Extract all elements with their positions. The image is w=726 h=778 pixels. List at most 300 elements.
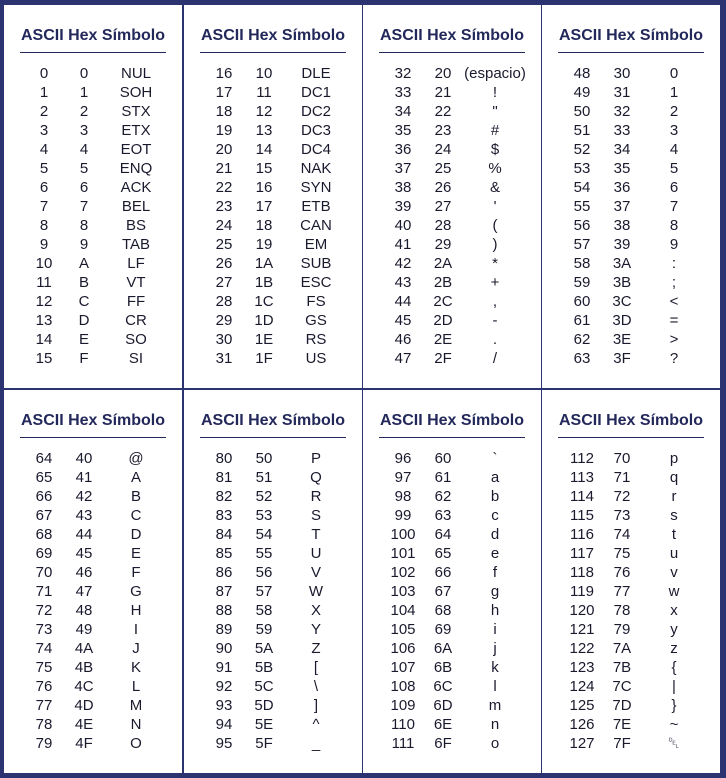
ascii-decimal-cell: 107	[390, 659, 416, 676]
hex-cell: B	[78, 274, 89, 291]
hex-cell: D	[78, 312, 90, 329]
ascii-decimal-cell: 34	[394, 103, 412, 120]
symbol-cell: j	[493, 640, 497, 657]
ascii-decimal-cell: 39	[394, 198, 412, 215]
symbol-cell: 3	[669, 122, 679, 139]
table-row	[184, 217, 362, 236]
panel-header: ASCII Hex Símbolo	[200, 27, 346, 44]
hex-cell: 6	[79, 179, 89, 196]
table-row	[4, 350, 182, 369]
table-row	[363, 640, 541, 659]
hex-cell: 7F	[613, 735, 631, 752]
table-row	[4, 141, 182, 160]
symbol-cell: /	[492, 350, 498, 367]
hex-cell: 77	[613, 583, 631, 600]
hex-cell: 63	[434, 507, 452, 524]
table-row	[4, 735, 182, 754]
ascii-decimal-cell: 112	[570, 450, 594, 467]
ascii-decimal-cell: 7	[39, 198, 49, 215]
rows	[4, 450, 182, 754]
hex-cell: 60	[434, 450, 452, 467]
ascii-decimal-cell: 122	[569, 640, 595, 657]
ascii-decimal-cell: 49	[573, 84, 591, 101]
symbol-cell: @	[128, 450, 144, 467]
table-row	[4, 621, 182, 640]
symbol-cell: ^	[312, 716, 320, 733]
hex-cell: 5B	[254, 659, 274, 676]
ascii-decimal-cell: 84	[215, 526, 233, 543]
hex-cell: 41	[75, 469, 93, 486]
symbol-cell: Y	[310, 621, 321, 638]
symbol-cell: FS	[306, 293, 326, 310]
ascii-decimal-cell: 21	[215, 160, 233, 177]
table-row	[184, 507, 362, 526]
table-row	[184, 274, 362, 293]
table-row	[4, 236, 182, 255]
symbol-cell: NAK	[300, 160, 332, 177]
hex-cell: 50	[255, 450, 273, 467]
symbol-cell: _	[311, 735, 321, 752]
hex-cell: 26	[434, 179, 452, 196]
table-row	[542, 488, 720, 507]
hex-cell: 67	[434, 583, 452, 600]
table-row	[4, 255, 182, 274]
symbol-cell: EOT	[120, 141, 152, 158]
symbol-cell: z	[670, 640, 678, 657]
ascii-decimal-cell: 50	[573, 103, 591, 120]
ascii-decimal-cell: 85	[215, 545, 233, 562]
hex-cell: C	[78, 293, 90, 310]
table-row	[363, 526, 541, 545]
panel-header: ASCII Hex Símbolo	[379, 27, 525, 44]
symbol-cell: DC4	[300, 141, 331, 158]
table-row	[542, 564, 720, 583]
ascii-decimal-cell: 120	[569, 602, 595, 619]
table-row	[363, 217, 541, 236]
hex-cell: 4A	[74, 640, 94, 657]
symbol-cell: BEL	[121, 198, 151, 215]
table-row	[184, 293, 362, 312]
symbol-cell: N	[130, 716, 142, 733]
ascii-decimal-cell: 92	[215, 678, 233, 695]
symbol-cell: SI	[128, 350, 144, 367]
symbol-cell: U	[310, 545, 322, 562]
hex-cell: 37	[613, 198, 631, 215]
panel-5	[184, 390, 362, 773]
symbol-cell: DC3	[300, 122, 331, 139]
table-row	[542, 469, 720, 488]
table-row	[542, 507, 720, 526]
symbol-cell: V	[310, 564, 321, 581]
symbol-cell: D	[130, 526, 142, 543]
table-row	[184, 331, 362, 350]
symbol-cell: SOH	[119, 84, 153, 101]
ascii-table-sheet	[4, 5, 720, 773]
table-row	[4, 469, 182, 488]
hex-cell: 75	[613, 545, 631, 562]
ascii-decimal-cell: 59	[573, 274, 591, 291]
symbol-cell: H	[130, 602, 142, 619]
hex-cell: 3	[79, 122, 89, 139]
symbol-cell: a	[490, 469, 500, 486]
hex-cell: 4F	[75, 735, 93, 752]
table-row	[363, 583, 541, 602]
table-row	[4, 659, 182, 678]
symbol-cell: W	[308, 583, 324, 600]
ascii-decimal-cell: 98	[394, 488, 412, 505]
panel-3	[542, 5, 720, 388]
ascii-decimal-cell: 101	[390, 545, 416, 562]
ascii-decimal-cell: 105	[390, 621, 416, 638]
ascii-decimal-cell: 70	[35, 564, 53, 581]
hex-cell: 2F	[434, 350, 452, 367]
hex-cell: 5C	[254, 678, 274, 695]
hex-cell: 29	[434, 236, 452, 253]
hex-cell: 4	[79, 141, 89, 158]
symbol-cell: w	[668, 583, 680, 600]
hex-cell: 3C	[612, 293, 632, 310]
ascii-decimal-cell: 37	[394, 160, 412, 177]
hex-cell: 2B	[433, 274, 453, 291]
ascii-decimal-cell: 89	[215, 621, 233, 638]
ascii-decimal-cell: 121	[569, 621, 595, 638]
symbol-cell: v	[670, 564, 678, 581]
rows	[542, 450, 720, 754]
symbol-cell: ESC	[300, 274, 332, 291]
symbol-cell: "	[492, 103, 498, 120]
hex-cell: 73	[613, 507, 631, 524]
hex-cell: 31	[613, 84, 631, 101]
table-row	[184, 236, 362, 255]
hex-cell: 14	[255, 141, 273, 158]
header-divider	[20, 437, 166, 438]
header-divider	[379, 52, 525, 53]
symbol-cell: R	[310, 488, 322, 505]
hex-cell: 40	[75, 450, 93, 467]
rows	[4, 65, 182, 369]
table-row	[542, 217, 720, 236]
ascii-decimal-cell: 27	[215, 274, 233, 291]
ascii-decimal-cell: 43	[394, 274, 412, 291]
hex-cell: 45	[75, 545, 93, 562]
table-row	[363, 255, 541, 274]
hex-cell: 59	[255, 621, 273, 638]
symbol-cell: CAN	[300, 217, 332, 234]
ascii-decimal-cell: 61	[573, 312, 591, 329]
ascii-decimal-cell: 51	[573, 122, 591, 139]
table-row	[542, 350, 720, 369]
hex-cell: 3B	[612, 274, 632, 291]
hex-cell: 54	[255, 526, 273, 543]
hex-cell: 47	[75, 583, 93, 600]
table-row	[363, 488, 541, 507]
ascii-decimal-cell: 48	[573, 65, 591, 82]
hex-cell: 35	[613, 160, 631, 177]
symbol-cell: `	[492, 450, 498, 467]
hex-cell: 78	[613, 602, 631, 619]
hex-cell: 34	[613, 141, 631, 158]
table-row	[363, 716, 541, 735]
symbol-cell: ACK	[120, 179, 152, 196]
hex-cell: F	[79, 350, 89, 367]
table-row	[542, 716, 720, 735]
ascii-decimal-cell: 88	[215, 602, 233, 619]
table-row	[542, 198, 720, 217]
hex-cell: 32	[613, 103, 631, 120]
ascii-decimal-cell: 40	[394, 217, 412, 234]
ascii-decimal-cell: 80	[215, 450, 233, 467]
hex-cell: 5	[79, 160, 89, 177]
ascii-decimal-cell: 124	[569, 678, 595, 695]
hex-cell: 62	[434, 488, 452, 505]
symbol-cell: {	[671, 659, 677, 676]
ascii-decimal-cell: 33	[394, 84, 412, 101]
table-row	[184, 450, 362, 469]
hex-cell: 4E	[74, 716, 94, 733]
hex-cell: 49	[75, 621, 93, 638]
table-row	[363, 65, 541, 84]
panel-header: ASCII Hex Símbolo	[200, 412, 346, 429]
ascii-decimal-cell: 97	[394, 469, 412, 486]
symbol-cell: y	[670, 621, 678, 638]
ascii-decimal-cell: 47	[394, 350, 412, 367]
ascii-decimal-cell: 125	[569, 697, 595, 714]
table-row	[363, 274, 541, 293]
table-row	[363, 236, 541, 255]
symbol-cell: ]	[313, 697, 319, 714]
table-row	[542, 735, 720, 754]
hex-cell: 24	[434, 141, 452, 158]
ascii-decimal-cell: 94	[215, 716, 233, 733]
ascii-decimal-cell: 14	[35, 331, 53, 348]
ascii-decimal-cell: 76	[35, 678, 53, 695]
hex-cell: 52	[255, 488, 273, 505]
table-row	[184, 526, 362, 545]
symbol-cell: (espacio)	[464, 65, 526, 82]
symbol-cell: ;	[671, 274, 677, 291]
ascii-decimal-cell: 102	[390, 564, 416, 581]
symbol-cell: P	[310, 450, 321, 467]
ascii-decimal-cell: 57	[573, 236, 591, 253]
ascii-decimal-cell: 55	[573, 198, 591, 215]
table-row	[184, 697, 362, 716]
symbol-cell: VT	[126, 274, 146, 291]
symbol-cell: +	[490, 274, 500, 291]
table-row	[542, 179, 720, 198]
symbol-cell: b	[490, 488, 500, 505]
header-divider	[558, 52, 704, 53]
hex-cell: 46	[75, 564, 93, 581]
symbol-cell: O	[130, 735, 142, 752]
table-row	[542, 450, 720, 469]
hex-cell: 1C	[254, 293, 274, 310]
table-row	[363, 122, 541, 141]
ascii-decimal-cell: 17	[215, 84, 233, 101]
ascii-decimal-cell: 6	[39, 179, 49, 196]
hex-cell: 11	[256, 84, 272, 101]
panel-1	[184, 5, 362, 388]
table-row	[363, 141, 541, 160]
table-row	[4, 312, 182, 331]
ascii-decimal-cell: 100	[390, 526, 416, 543]
symbol-cell: DC1	[300, 84, 331, 101]
table-row	[184, 564, 362, 583]
hex-cell: 76	[613, 564, 631, 581]
hex-cell: 12	[255, 103, 273, 120]
symbol-cell: X	[310, 602, 321, 619]
table-row	[4, 103, 182, 122]
panel-header: ASCII Hex Símbolo	[558, 27, 704, 44]
ascii-decimal-cell: 38	[394, 179, 412, 196]
hex-cell: 16	[255, 179, 273, 196]
hex-cell: 2A	[433, 255, 453, 272]
table-row	[4, 716, 182, 735]
hex-cell: 30	[613, 65, 631, 82]
hex-cell: 5A	[254, 640, 274, 657]
hex-cell: 43	[75, 507, 93, 524]
table-row	[184, 312, 362, 331]
symbol-cell: <	[669, 293, 679, 310]
hex-cell: 38	[613, 217, 631, 234]
ascii-decimal-cell: 82	[215, 488, 233, 505]
ascii-decimal-cell: 91	[215, 659, 233, 676]
table-row	[542, 621, 720, 640]
table-row	[4, 198, 182, 217]
hex-cell: 1A	[254, 255, 274, 272]
hex-cell: 5E	[254, 716, 274, 733]
table-row	[363, 469, 541, 488]
ascii-decimal-cell: 65	[35, 469, 53, 486]
hex-cell: 3A	[612, 255, 632, 272]
hex-cell: 6C	[433, 678, 453, 695]
header-divider	[200, 52, 346, 53]
ascii-decimal-cell: 73	[35, 621, 53, 638]
ascii-decimal-cell: 103	[390, 583, 416, 600]
table-row	[184, 488, 362, 507]
table-row	[4, 697, 182, 716]
table-row	[4, 602, 182, 621]
ascii-decimal-cell: 60	[573, 293, 591, 310]
symbol-cell: e	[490, 545, 500, 562]
ascii-decimal-cell: 13	[35, 312, 53, 329]
hex-cell: 7E	[612, 716, 632, 733]
table-row	[542, 255, 720, 274]
table-row	[542, 236, 720, 255]
symbol-cell: RS	[305, 331, 327, 348]
symbol-cell: -	[492, 312, 498, 329]
ascii-decimal-cell: 32	[394, 65, 412, 82]
symbol-cell: LF	[127, 255, 145, 272]
ascii-decimal-cell: 117	[570, 545, 594, 562]
symbol-cell: =	[669, 312, 679, 329]
symbol-cell: EM	[304, 236, 328, 253]
hex-cell: 2D	[433, 312, 453, 329]
table-row	[363, 293, 541, 312]
panel-header: ASCII Hex Símbolo	[20, 412, 166, 429]
table-row	[542, 65, 720, 84]
ascii-decimal-cell: 127	[569, 735, 595, 752]
hex-cell: 8	[79, 217, 89, 234]
panel-header: ASCII Hex Símbolo	[558, 412, 704, 429]
rows	[184, 450, 362, 754]
symbol-cell: NUL	[120, 65, 151, 82]
table-row	[184, 65, 362, 84]
ascii-decimal-cell: 113	[570, 469, 594, 486]
table-row	[542, 312, 720, 331]
hex-cell: 61	[434, 469, 452, 486]
symbol-cell: [	[313, 659, 319, 676]
table-row	[184, 198, 362, 217]
symbol-cell: !	[492, 84, 498, 101]
table-row	[363, 507, 541, 526]
ascii-decimal-cell: 90	[215, 640, 233, 657]
table-row	[542, 331, 720, 350]
hex-cell: 70	[613, 450, 631, 467]
hex-cell: 3D	[612, 312, 632, 329]
table-row	[184, 583, 362, 602]
hex-cell: 7B	[612, 659, 632, 676]
symbol-cell: x	[670, 602, 678, 619]
table-row	[542, 602, 720, 621]
ascii-decimal-cell: 24	[215, 217, 233, 234]
symbol-cell: 2	[669, 103, 679, 120]
table-row	[184, 179, 362, 198]
table-row	[542, 141, 720, 160]
ascii-decimal-cell: 78	[35, 716, 53, 733]
ascii-decimal-cell: 9	[39, 236, 49, 253]
ascii-decimal-cell: 29	[215, 312, 233, 329]
ascii-decimal-cell: 81	[215, 469, 233, 486]
ascii-decimal-cell: 62	[573, 331, 591, 348]
symbol-cell: k	[491, 659, 499, 676]
table-row	[184, 640, 362, 659]
table-row	[363, 331, 541, 350]
symbol-cell: B	[130, 488, 141, 505]
hex-cell: 64	[434, 526, 452, 543]
hex-cell: 3F	[613, 350, 631, 367]
symbol-cell: n	[490, 716, 500, 733]
symbol-cell: A	[130, 469, 141, 486]
rows	[363, 65, 541, 369]
ascii-decimal-cell: 41	[394, 236, 412, 253]
hex-cell: A	[78, 255, 89, 272]
ascii-decimal-cell: 12	[35, 293, 53, 310]
table-row	[363, 621, 541, 640]
symbol-cell: S	[310, 507, 321, 524]
symbol-cell: |	[672, 678, 676, 695]
hex-cell: 2E	[433, 331, 453, 348]
symbol-cell: ETX	[121, 122, 151, 139]
hex-cell: 28	[434, 217, 452, 234]
hex-cell: 58	[255, 602, 273, 619]
table-row	[184, 122, 362, 141]
table-row	[4, 526, 182, 545]
panel-0	[4, 5, 182, 388]
ascii-decimal-cell: 115	[570, 507, 594, 524]
table-row	[184, 621, 362, 640]
panel-2	[363, 5, 541, 388]
hex-cell: 7	[79, 198, 89, 215]
table-row	[542, 160, 720, 179]
ascii-decimal-cell: 52	[573, 141, 591, 158]
table-row	[184, 141, 362, 160]
symbol-cell: u	[669, 545, 679, 562]
ascii-decimal-cell: 46	[394, 331, 412, 348]
symbol-cell: (	[492, 217, 498, 234]
symbol-cell: \	[313, 678, 319, 695]
ascii-decimal-cell: 18	[215, 103, 233, 120]
table-row	[4, 293, 182, 312]
